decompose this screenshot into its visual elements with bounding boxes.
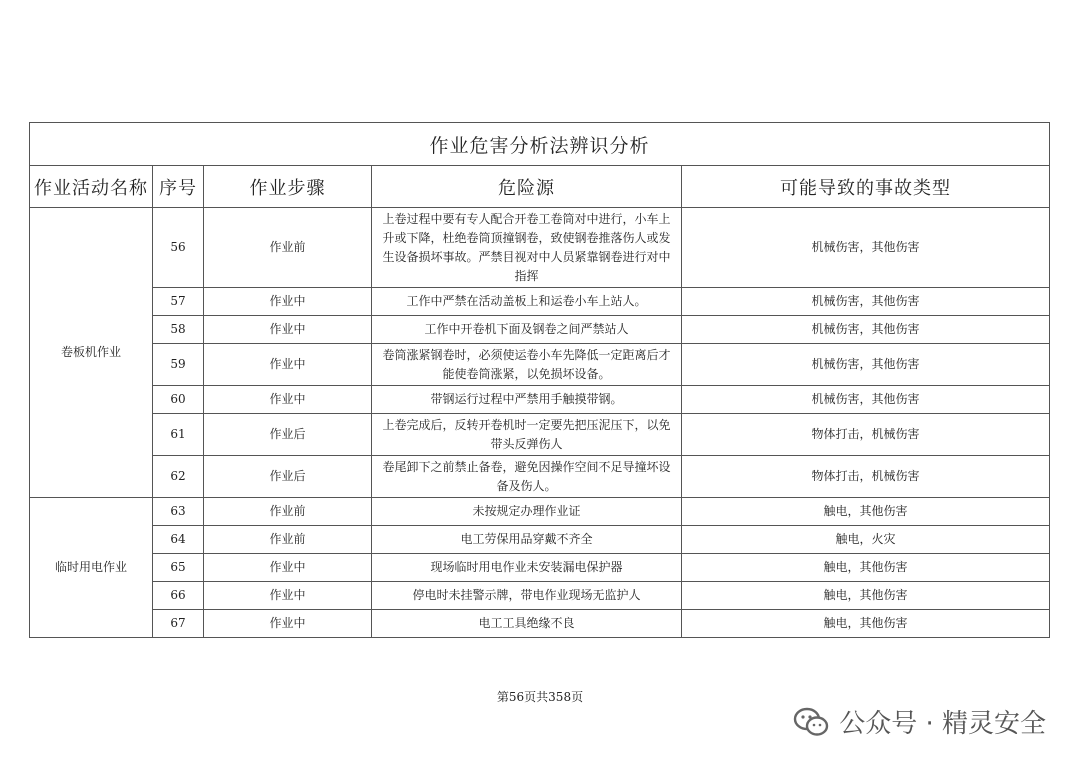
table-row xyxy=(30,610,1050,638)
accident-type-cell: 触电，其他伤害 xyxy=(682,498,1050,526)
accident-type-cell: 触电，其他伤害 xyxy=(682,554,1050,582)
activity-cell: 卷板机作业 xyxy=(30,208,153,498)
watermark xyxy=(793,703,1046,740)
step-cell: 作业后 xyxy=(204,414,372,456)
hazard-cell: 工作中严禁在活动盖板上和运卷小车上站人。 xyxy=(372,288,682,316)
header-number: 序号 xyxy=(153,166,204,208)
accident-type-cell: 机械伤害，其他伤害 xyxy=(682,288,1050,316)
step-cell: 作业中 xyxy=(204,610,372,638)
number-cell: 65 xyxy=(153,554,204,582)
table-row xyxy=(30,344,1050,386)
accident-type-cell: 机械伤害，其他伤害 xyxy=(682,344,1050,386)
activity-cell: 临时用电作业 xyxy=(30,498,153,638)
number-cell: 58 xyxy=(153,316,204,344)
hazard-cell: 上卷完成后，反转开卷机时一定要先把压泥压下，以免带头反弹伤人 xyxy=(372,414,682,456)
hazard-cell: 卷尾卸下之前禁止备卷，避免因操作空间不足导撞坏设备及伤人。 xyxy=(372,456,682,498)
table-row xyxy=(30,316,1050,344)
number-cell: 67 xyxy=(153,610,204,638)
hazard-cell: 电工工具绝缘不良 xyxy=(372,610,682,638)
number-cell: 66 xyxy=(153,582,204,610)
number-cell: 57 xyxy=(153,288,204,316)
accident-type-cell: 机械伤害，其他伤害 xyxy=(682,208,1050,288)
number-cell: 59 xyxy=(153,344,204,386)
accident-type-cell: 物体打击，机械伤害 xyxy=(682,414,1050,456)
hazard-analysis-table xyxy=(29,122,1050,638)
step-cell: 作业中 xyxy=(204,582,372,610)
step-cell: 作业后 xyxy=(204,456,372,498)
accident-type-cell: 触电，其他伤害 xyxy=(682,610,1050,638)
step-cell: 作业前 xyxy=(204,208,372,288)
accident-type-cell: 物体打击，机械伤害 xyxy=(682,456,1050,498)
table-row xyxy=(30,208,1050,288)
watermark-text: 公众号 · 精灵安全 xyxy=(839,709,1046,739)
number-cell: 64 xyxy=(153,526,204,554)
accident-type-cell: 触电，火灾 xyxy=(682,526,1050,554)
header-step: 作业步骤 xyxy=(204,166,372,208)
table-row xyxy=(30,288,1050,316)
table-row xyxy=(30,554,1050,582)
accident-type-cell: 机械伤害，其他伤害 xyxy=(682,316,1050,344)
number-cell: 63 xyxy=(153,498,204,526)
accident-type-cell: 机械伤害，其他伤害 xyxy=(682,386,1050,414)
step-cell: 作业中 xyxy=(204,386,372,414)
header-accident-type: 可能导致的事故类型 xyxy=(682,166,1050,208)
wechat-icon xyxy=(793,707,829,737)
hazard-cell: 停电时未挂警示牌，带电作业现场无监护人 xyxy=(372,582,682,610)
table-row xyxy=(30,414,1050,456)
table-row xyxy=(30,498,1050,526)
header-activity: 作业活动名称 xyxy=(30,166,153,208)
step-cell: 作业中 xyxy=(204,288,372,316)
hazard-cell: 工作中开卷机下面及钢卷之间严禁站人 xyxy=(372,316,682,344)
number-cell: 56 xyxy=(153,208,204,288)
hazard-cell: 带钢运行过程中严禁用手触摸带钢。 xyxy=(372,386,682,414)
header-hazard: 危险源 xyxy=(372,166,682,208)
hazard-cell: 电工劳保用品穿戴不齐全 xyxy=(372,526,682,554)
table-row xyxy=(30,456,1050,498)
step-cell: 作业中 xyxy=(204,344,372,386)
table-title: 作业危害分析法辨识分析 xyxy=(30,123,1050,166)
number-cell: 61 xyxy=(153,414,204,456)
table-row xyxy=(30,582,1050,610)
hazard-cell: 现场临时用电作业未安装漏电保护器 xyxy=(372,554,682,582)
hazard-cell: 卷筒涨紧钢卷时，必须使运卷小车先降低一定距离后才能使卷筒涨紧，以免损坏设备。 xyxy=(372,344,682,386)
table-row xyxy=(30,526,1050,554)
hazard-cell: 上卷过程中要有专人配合开卷工卷筒对中进行，小车上升或下降，杜绝卷筒顶撞钢卷，致使钢卷推落伤人或发生设备损坏事故。严禁目视对中人员紧靠钢卷进行对中指挥 xyxy=(372,208,682,288)
table-row xyxy=(30,386,1050,414)
step-cell: 作业前 xyxy=(204,498,372,526)
step-cell: 作业前 xyxy=(204,526,372,554)
number-cell: 62 xyxy=(153,456,204,498)
number-cell: 60 xyxy=(153,386,204,414)
hazard-cell: 未按规定办理作业证 xyxy=(372,498,682,526)
accident-type-cell: 触电，其他伤害 xyxy=(682,582,1050,610)
step-cell: 作业中 xyxy=(204,554,372,582)
step-cell: 作业中 xyxy=(204,316,372,344)
page-number: 第56页共358页 xyxy=(496,690,584,704)
